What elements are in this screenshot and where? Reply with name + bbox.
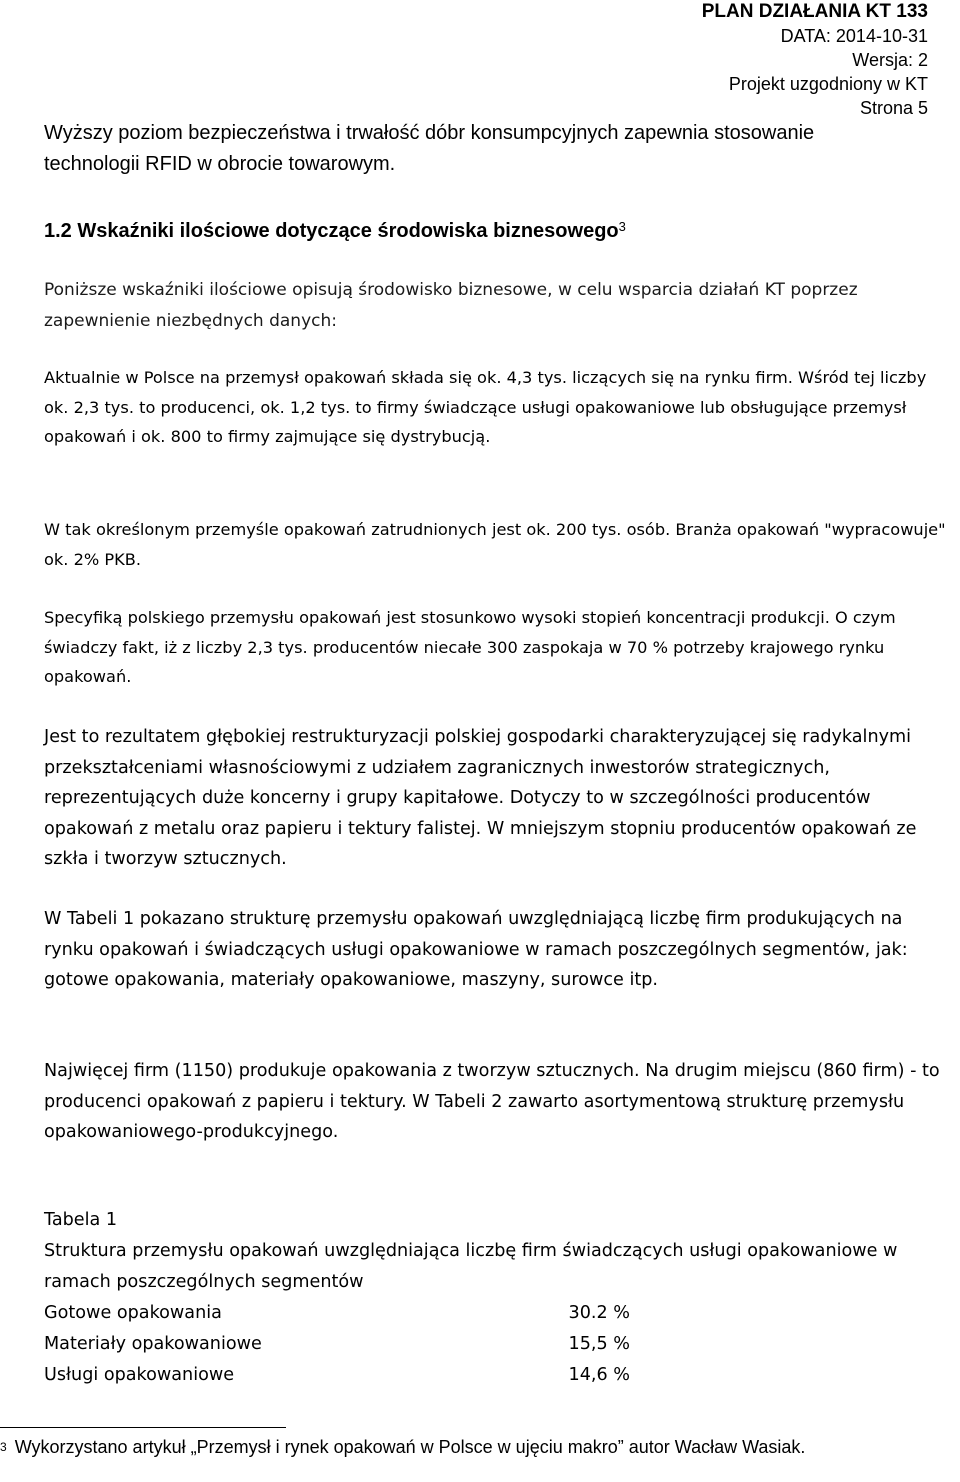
paragraph-employment: W tak określonym przemyśle opakowań zatrudnionych jest ok. 200 tys. osób. Branża opakowań "wypracowuje" ok. 2% PKB. [44,520,946,569]
footnote-number: 3 [0,1440,7,1454]
footnote-text: Wykorzystano artykuł „Przemysł i rynek opakowań w Polsce w ujęciu makro” autor Wacław Wasiak. [14,1437,806,1457]
footnote-divider [0,1427,286,1428]
document-status: Projekt uzgodniony w KT [728,74,928,94]
footnote-ref: 3 [618,219,626,234]
paragraph-table-intro: W Tabeli 1 pokazano strukturę przemysłu opakowań uwzględniającą liczbę firm produkujących na rynku opakowań i świadczących usługi opakowaniowe w ramach poszczególnych segmentów, jak: gotowe opakowania, materiały opakowaniowe, maszyny, surowce itp. [44,909,908,990]
row-value: 14,6 % [568,1365,630,1385]
paragraph-plastics: Najwięcej firm (1150) produkuje opakowania z tworzyw sztucznych. Na drugim miejscu (860 firm) - to producenci opakowań z papieru i tektury. W Tabeli 2 zawarto asortymentową strukturę przemysłu opakowaniowego-produkcyjnego. [44,1061,940,1142]
table-heading [44,1205,924,1298]
section-lead: Poniższe wskaźniki ilościowe opisują środowisko biznesowe, w celu wsparcia działań KT poprzez zapewnienie niezbędnych danych: [44,280,858,331]
table-label: Tabela 1 [44,1210,118,1230]
table-caption: Struktura przemysłu opakowań uwzględniająca liczbę firm świadczących usługi opakowaniowe w ramach poszczególnych segmentów [44,1241,898,1292]
page-number: Strona 5 [859,98,928,118]
page-header [702,0,928,120]
document-version: Wersja: 2 [852,50,928,70]
paragraph-restructuring: Jest to rezultatem głębokiej restrukturyzacji polskiej gospodarki charakteryzującej się radykalnymi przekształceniami własnościowymi z udziałem zagranicznych inwestorów strategicznych, reprezentujących duże koncerny i grupy kapitałowe. Dotyczy to w szczególności producentów opakowań z metalu oraz papieru i tektury falistej. W mniejszym stopniu producentów opakowań ze szkła i tworzyw sztucznych. [44,727,917,869]
row-label: Usługi opakowaniowe [44,1365,235,1385]
row-label: Materiały opakowaniowe [44,1334,262,1354]
row-value: 30.2 % [568,1303,630,1323]
row-label: Gotowe opakowania [44,1303,222,1323]
paragraph-concentration: Specyfiką polskiego przemysłu opakowań jest stosunkowo wysoki stopień koncentracji produkcji. O czym świadczy fakt, iż z liczby 2,3 tys. producentów niecałe 300 zaspokaja w 70 % potrzeby krajowego rynku opakowań. [44,608,896,686]
section-heading [44,213,626,245]
document-date: DATA: 2014-10-31 [780,26,928,46]
intro-paragraph: Wyższy poziom bezpieczeństwa i trwałość dóbr konsumpcyjnych zapewnia stosowanie technologii RFID w obrocie towarowym. [44,122,815,175]
row-value: 15,5 % [568,1334,630,1354]
footnote [0,1435,930,1459]
section-heading-text: 1.2 Wskaźniki ilościowe dotyczące środowiska biznesowego [44,220,619,242]
paragraph-companies: Aktualnie w Polsce na przemysł opakowań składa się ok. 4,3 tys. liczących się na rynku firm. Wśród tej liczby ok. 2,3 tys. to producenci, ok. 1,2 tys. to firmy świadczące usługi opakowaniowe lub obsługujące przemysł opakowań i ok. 800 to firmy zajmujące się dystrybucją. [44,368,927,446]
plan-title: PLAN DZIAŁANIA KT 133 [701,1,928,22]
